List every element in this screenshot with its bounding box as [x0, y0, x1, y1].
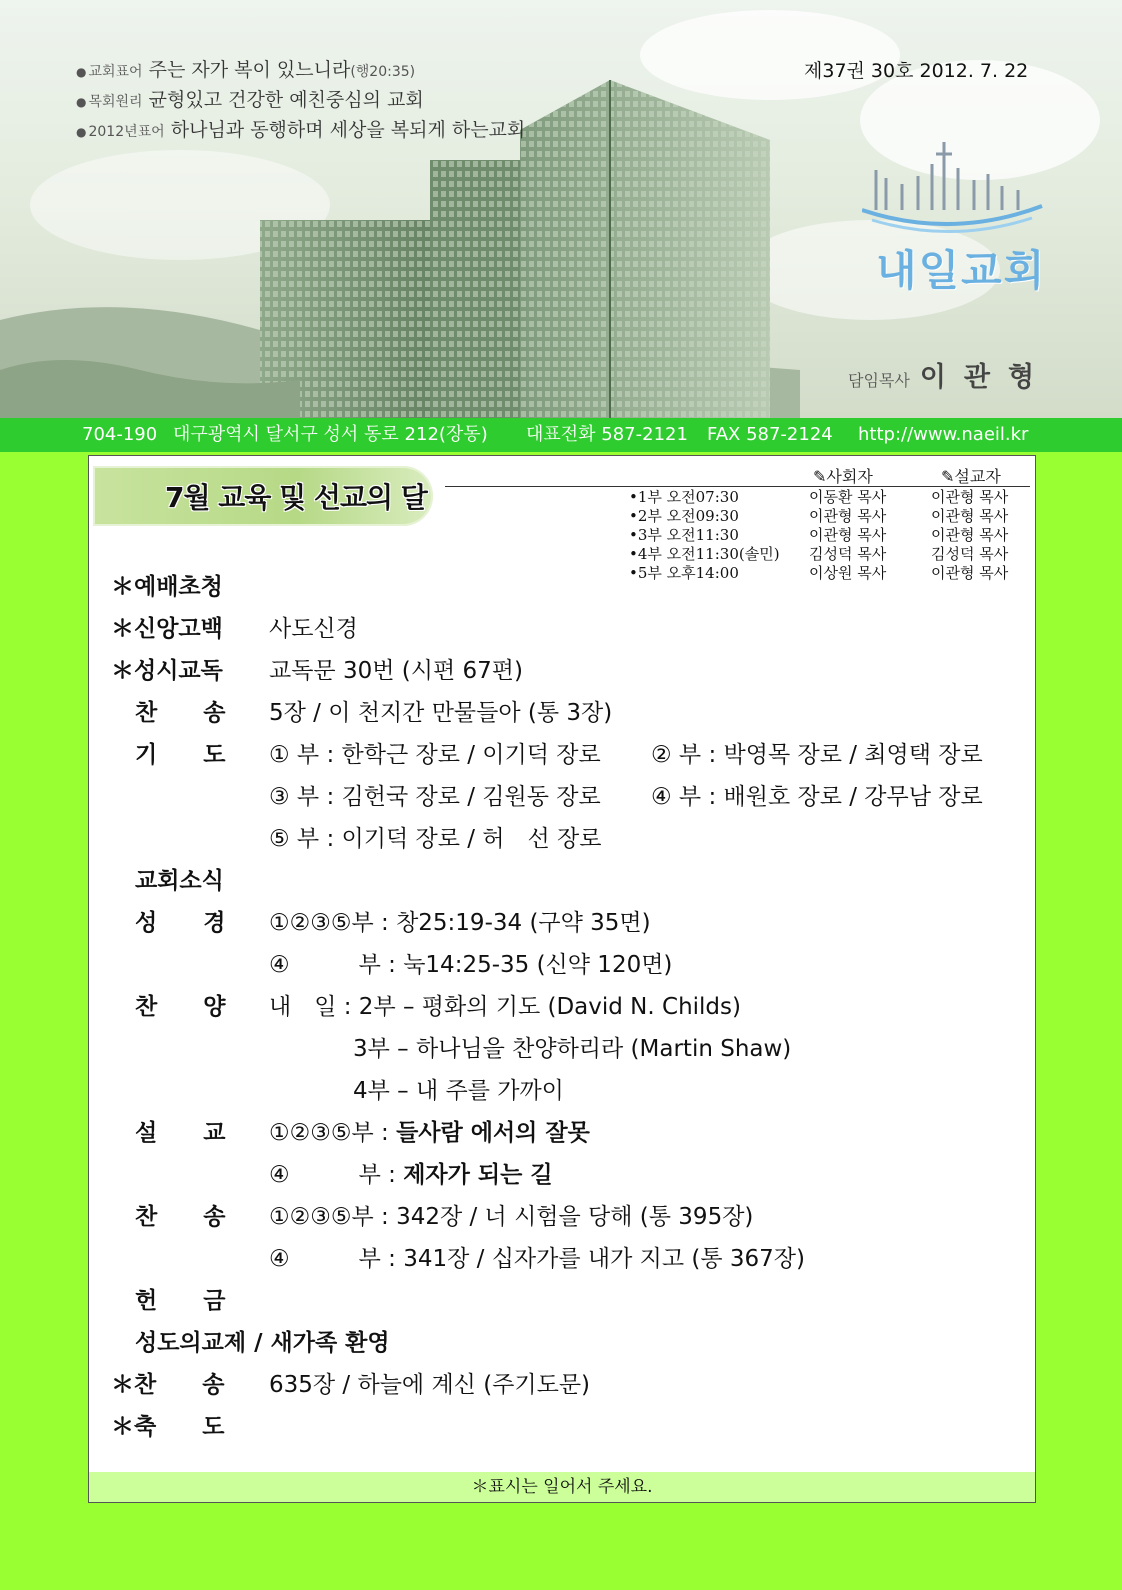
issue-number: 제37권 30호 2012. 7. 22: [804, 60, 1029, 82]
order-heading-announcements: 교회소식: [135, 868, 224, 894]
order-heading-sermon: 설 교: [135, 1120, 226, 1146]
order-heading-closing-hymn: ＊찬 송: [111, 1372, 225, 1398]
sermon-service-prefix: ④ 부 :: [269, 1162, 404, 1188]
order-content-sermon: [269, 1158, 553, 1192]
service-leader: 이상원 목사: [809, 564, 887, 582]
order-heading-prayer: 기 도: [135, 742, 226, 768]
service-time: •5부 오후14:00: [629, 564, 739, 582]
service-schedule: [629, 488, 1029, 583]
motto-line: [76, 56, 525, 86]
schedule-row: [629, 507, 1029, 526]
service-leader: 이동환 목사: [809, 488, 887, 506]
schedule-row: [629, 488, 1029, 507]
schedule-row: [629, 564, 1029, 583]
motto-list: [76, 56, 525, 146]
service-leader: 이관형 목사: [809, 507, 887, 525]
order-content-anthem: 3부 – 하나님을 찬양하리라 (Martin Shaw): [353, 1036, 792, 1062]
pastor-name: 이관형: [919, 362, 1053, 393]
order-heading-responsive-reading: ＊성시교독: [111, 658, 223, 684]
order-content-anthem: 내 일 : 2부 – 평화의 기도 (David N. Childs): [269, 994, 741, 1020]
service-leader: 김성덕 목사: [809, 545, 887, 563]
schedule-row: [629, 545, 1029, 564]
order-content-closing-hymn: 635장 / 하늘에 계신 (주기도문): [269, 1372, 591, 1398]
service-time: •1부 오전07:30: [629, 488, 739, 506]
motto-text: 균형있고 건강한 예친중심의 교회: [148, 89, 424, 111]
order-heading-benediction: ＊축 도: [111, 1414, 225, 1440]
leader-column-header: ✎사회자: [813, 467, 873, 486]
motto-text: 하나님과 동행하며 세상을 복되게 하는교회: [170, 119, 526, 141]
order-heading-anthem: 찬 양: [135, 994, 226, 1020]
address-bar: [0, 418, 1122, 452]
order-content-hymn: ①②③⑤부 : 342장 / 너 시험을 당해 (통 395장): [269, 1204, 754, 1230]
order-content-creed: 사도신경: [269, 616, 358, 642]
order-content-scripture: ①②③⑤부 : 창25:19-34 (구약 35면): [269, 910, 651, 936]
schedule-row: [629, 526, 1029, 545]
motto-line: [76, 86, 525, 116]
fax-number: FAX 587-2124: [707, 424, 833, 445]
service-leader: 이관형 목사: [809, 526, 887, 544]
bullet-icon: ●: [76, 95, 87, 109]
service-preacher: 김성덕 목사: [931, 545, 1009, 563]
senior-pastor: [848, 355, 1052, 394]
service-preacher: 이관형 목사: [931, 526, 1009, 544]
service-time: •4부 오전11:30(솔민): [629, 545, 780, 563]
order-content-hymn: ④ 부 : 341장 / 십자가를 내가 지고 (통 367장): [269, 1246, 805, 1272]
bulletin-header: [0, 0, 1122, 418]
order-heading-fellowship: 성도의교제 / 새가족 환영: [135, 1330, 390, 1356]
order-heading-scripture: 성 경: [135, 910, 226, 936]
service-preacher: 이관형 목사: [931, 507, 1009, 525]
pastor-label: 담임목사: [848, 371, 910, 390]
phone-number: 대표전화 587-2121: [526, 424, 688, 445]
postal-code: 704-190: [82, 424, 158, 445]
service-preacher: 이관형 목사: [931, 488, 1009, 506]
church-name: 내일교회: [876, 246, 1047, 295]
order-content-scripture: ④ 부 : 눅14:25-35 (신약 120면): [269, 952, 673, 978]
motto-text: 주는 자가 복이 있느니라: [148, 59, 351, 81]
order-content-anthem: 4부 – 내 주를 가까이: [353, 1078, 564, 1104]
motto-line: [76, 116, 525, 146]
order-heading-hymn: 찬 송: [135, 700, 226, 726]
motto-label: 2012년표어: [88, 124, 165, 140]
prayer-assignment: ③ 부 : 김헌국 장로 / 김원동 장로: [269, 784, 601, 810]
bullet-icon: ●: [76, 125, 87, 139]
order-content-responsive-reading: 교독문 30번 (시편 67편): [269, 658, 523, 684]
order-heading-invitation: ＊예배초청: [111, 574, 223, 600]
prayer-assignment: ④ 부 : 배원호 장로 / 강무남 장로: [651, 784, 983, 810]
service-time: •3부 오전11:30: [629, 526, 739, 544]
month-theme-text: 7월 교육 및 선교의 달: [165, 481, 427, 514]
service-preacher: 이관형 목사: [931, 564, 1009, 582]
order-heading-hymn: 찬 송: [135, 1204, 226, 1230]
order-content-hymn: 5장 / 이 천지간 만물들아 (통 3장): [269, 700, 613, 726]
website-link[interactable]: http://www.naeil.kr: [858, 424, 1029, 445]
order-heading-creed: ＊신앙고백: [111, 616, 223, 642]
standing-note: ＊표시는 일어서 주세요.: [89, 1472, 1035, 1502]
motto-label: 목회원리: [88, 94, 143, 110]
sermon-title: 들사람 에서의 잘못: [396, 1120, 590, 1146]
prayer-assignment: ② 부 : 박영목 장로 / 최영택 장로: [651, 742, 983, 768]
service-time: •2부 오전09:30: [629, 507, 739, 525]
prayer-assignment: ⑤ 부 : 이기덕 장로 / 허 선 장로: [269, 826, 602, 852]
sermon-title: 제자가 되는 길: [403, 1162, 553, 1188]
month-theme-banner: [93, 466, 433, 526]
preacher-column-header: ✎설교자: [941, 467, 1001, 486]
order-content-sermon: [269, 1116, 590, 1150]
worship-order-panel: [88, 455, 1036, 1503]
motto-ref: (행20:35): [350, 64, 416, 80]
order-heading-offering: 헌 금: [135, 1288, 226, 1314]
motto-label: 교회표어: [88, 64, 143, 80]
street-address: 대구광역시 달서구 성서 동로 212(장동): [173, 424, 488, 445]
sermon-service-prefix: ①②③⑤부 :: [269, 1120, 397, 1146]
prayer-assignment: ① 부 : 한학근 장로 / 이기덕 장로: [269, 742, 601, 768]
bullet-icon: ●: [76, 65, 87, 79]
